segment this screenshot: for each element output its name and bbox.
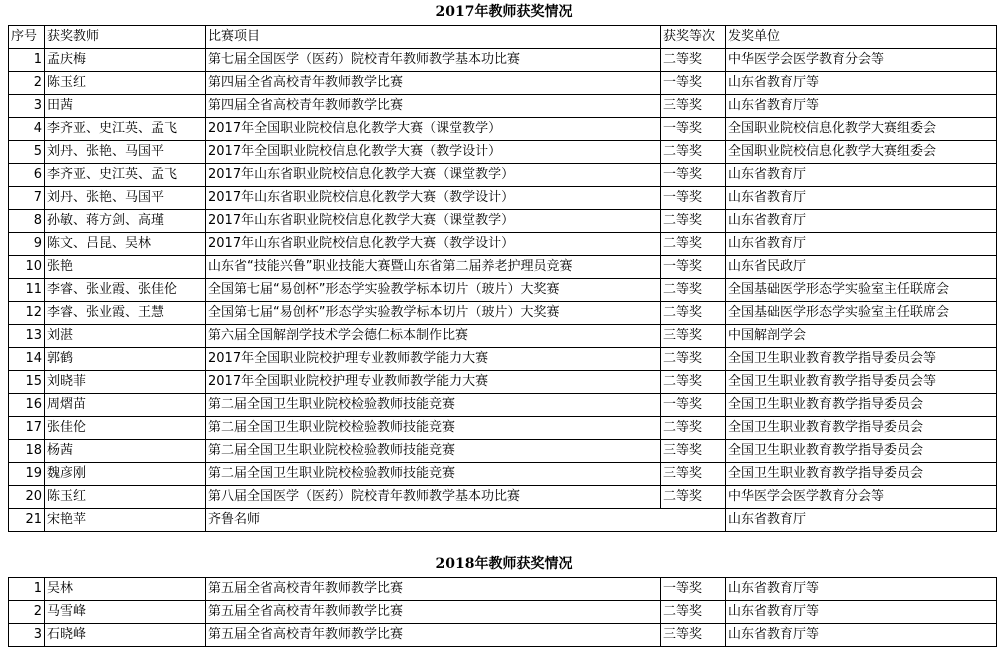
- cell-awarding-org: 山东省教育厅: [726, 210, 997, 233]
- cell-competition: 第六届全国解剖学技术学会德仁标本制作比赛: [206, 325, 661, 348]
- table-row: [9, 95, 997, 118]
- cell-award-level: 二等奖: [661, 417, 726, 440]
- cell-teacher: 张佳伦: [45, 417, 206, 440]
- cell-award-level: 二等奖: [661, 302, 726, 325]
- cell-competition: 2017年全国职业院校信息化教学大赛（课堂教学）: [206, 118, 661, 141]
- cell-awarding-org: 山东省教育厅: [726, 509, 997, 532]
- cell-awarding-org: 山东省教育厅等: [726, 601, 997, 624]
- cell-awarding-org: 山东省教育厅: [726, 187, 997, 210]
- cell-awarding-org: 山东省民政厅: [726, 256, 997, 279]
- cell-number: 13: [9, 325, 45, 348]
- cell-number: 18: [9, 440, 45, 463]
- cell-number: 12: [9, 302, 45, 325]
- cell-teacher: 刘丹、张艳、马国平: [45, 141, 206, 164]
- cell-award-level: 二等奖: [661, 279, 726, 302]
- table-row: [9, 164, 997, 187]
- cell-competition: 第七届全国医学（医药）院校青年教师教学基本功比赛: [206, 49, 661, 72]
- cell-number: 1: [9, 578, 45, 601]
- cell-number: 9: [9, 233, 45, 256]
- awards-table-2017: [8, 25, 997, 532]
- cell-competition: 2017年全国职业院校信息化教学大赛（教学设计）: [206, 141, 661, 164]
- cell-competition: 第五届全省高校青年教师教学比赛: [206, 601, 661, 624]
- cell-number: 3: [9, 624, 45, 647]
- header-number: 序号: [9, 26, 45, 49]
- cell-award-level: 二等奖: [661, 348, 726, 371]
- cell-teacher: 李睿、张业霞、张佳伦: [45, 279, 206, 302]
- cell-number: 2: [9, 72, 45, 95]
- cell-competition: 第二届全国卫生职业院校检验教师技能竞赛: [206, 394, 661, 417]
- cell-awarding-org: 山东省教育厅等: [726, 624, 997, 647]
- section-title-2018: 2018年教师获奖情况: [435, 556, 573, 572]
- cell-teacher: 刘丹、张艳、马国平: [45, 187, 206, 210]
- cell-teacher: 刘晓菲: [45, 371, 206, 394]
- cell-competition: 2017年山东省职业院校信息化教学大赛（教学设计）: [206, 233, 661, 256]
- cell-awarding-org: 山东省教育厅: [726, 233, 997, 256]
- cell-awarding-org: 山东省教育厅: [726, 164, 997, 187]
- cell-competition: 2017年山东省职业院校信息化教学大赛（教学设计）: [206, 187, 661, 210]
- cell-competition: 第四届全省高校青年教师教学比赛: [206, 72, 661, 95]
- cell-competition: 第五届全省高校青年教师教学比赛: [206, 578, 661, 601]
- cell-teacher: 刘湛: [45, 325, 206, 348]
- cell-teacher: 李睿、张业霞、王慧: [45, 302, 206, 325]
- table-row: [9, 601, 997, 624]
- cell-award-level: 二等奖: [661, 601, 726, 624]
- cell-award-level: 一等奖: [661, 72, 726, 95]
- cell-teacher: 杨茜: [45, 440, 206, 463]
- cell-award-level: 二等奖: [661, 486, 726, 509]
- cell-teacher: 孙敏、蒋方剑、高瑾: [45, 210, 206, 233]
- table-row: [9, 624, 997, 647]
- cell-teacher: 魏彦刚: [45, 463, 206, 486]
- cell-competition: 第二届全国卫生职业院校检验教师技能竞赛: [206, 440, 661, 463]
- table-row: [9, 256, 997, 279]
- cell-award-level: 二等奖: [661, 371, 726, 394]
- header-awarding-org: 发奖单位: [726, 26, 997, 49]
- cell-teacher: 吴林: [45, 578, 206, 601]
- cell-award-level: 二等奖: [661, 141, 726, 164]
- awards-table-2018: [8, 577, 997, 647]
- cell-teacher: 石晓峰: [45, 624, 206, 647]
- cell-award-level: 一等奖: [661, 256, 726, 279]
- table-row: [9, 325, 997, 348]
- cell-awarding-org: 全国职业院校信息化教学大赛组委会: [726, 141, 997, 164]
- cell-number: 3: [9, 95, 45, 118]
- table-header-row: [9, 26, 997, 49]
- table-row: [9, 210, 997, 233]
- cell-competition: 第二届全国卫生职业院校检验教师技能竞赛: [206, 417, 661, 440]
- cell-teacher: 陈文、吕昆、吴林: [45, 233, 206, 256]
- cell-awarding-org: 全国卫生职业教育教学指导委员会: [726, 440, 997, 463]
- cell-teacher: 周熠苗: [45, 394, 206, 417]
- header-teacher: 获奖教师: [45, 26, 206, 49]
- cell-awarding-org: 中国解剖学会: [726, 325, 997, 348]
- cell-number: 5: [9, 141, 45, 164]
- cell-teacher: 张艳: [45, 256, 206, 279]
- cell-teacher: 郭鹤: [45, 348, 206, 371]
- cell-number: 20: [9, 486, 45, 509]
- cell-number: 8: [9, 210, 45, 233]
- table-row: [9, 463, 997, 486]
- cell-competition: 全国第七届“易创杯”形态学实验教学标本切片（玻片）大奖赛: [206, 302, 661, 325]
- cell-competition: 第八届全国医学（医药）院校青年教师教学基本功比赛: [206, 486, 661, 509]
- table-row: [9, 233, 997, 256]
- cell-awarding-org: 全国职业院校信息化教学大赛组委会: [726, 118, 997, 141]
- cell-competition: 山东省“技能兴鲁”职业技能大赛暨山东省第二届养老护理员竞赛: [206, 256, 661, 279]
- cell-awarding-org: 全国卫生职业教育教学指导委员会等: [726, 371, 997, 394]
- cell-number: 10: [9, 256, 45, 279]
- cell-competition: 2017年全国职业院校护理专业教师教学能力大赛: [206, 371, 661, 394]
- cell-competition: 全国第七届“易创杯”形态学实验教学标本切片（玻片）大奖赛: [206, 279, 661, 302]
- cell-award-level: 二等奖: [661, 49, 726, 72]
- cell-number: 15: [9, 371, 45, 394]
- cell-award-level: 一等奖: [661, 118, 726, 141]
- cell-awarding-org: 全国卫生职业教育教学指导委员会: [726, 463, 997, 486]
- table-row: [9, 509, 997, 532]
- cell-award-level: 一等奖: [661, 164, 726, 187]
- cell-awarding-org: 中华医学会医学教育分会等: [726, 49, 997, 72]
- cell-teacher: 田茜: [45, 95, 206, 118]
- table-row: [9, 72, 997, 95]
- cell-competition: 2017年山东省职业院校信息化教学大赛（课堂教学）: [206, 164, 661, 187]
- cell-award-level: 三等奖: [661, 624, 726, 647]
- table-row: [9, 578, 997, 601]
- cell-award-level: 三等奖: [661, 95, 726, 118]
- cell-number: 11: [9, 279, 45, 302]
- cell-awarding-org: 全国卫生职业教育教学指导委员会: [726, 417, 997, 440]
- cell-competition: 第二届全国卫生职业院校检验教师技能竞赛: [206, 463, 661, 486]
- cell-competition: 2017年全国职业院校护理专业教师教学能力大赛: [206, 348, 661, 371]
- cell-number: 2: [9, 601, 45, 624]
- cell-number: 17: [9, 417, 45, 440]
- cell-teacher: 马雪峰: [45, 601, 206, 624]
- cell-number: 19: [9, 463, 45, 486]
- table-row: [9, 486, 997, 509]
- table-row: [9, 394, 997, 417]
- cell-awarding-org: 山东省教育厅等: [726, 72, 997, 95]
- cell-teacher: 李齐亚、史江英、孟飞: [45, 164, 206, 187]
- cell-number: 14: [9, 348, 45, 371]
- cell-number: 7: [9, 187, 45, 210]
- cell-teacher: 宋艳苹: [45, 509, 206, 532]
- table-row: [9, 279, 997, 302]
- cell-awarding-org: 山东省教育厅等: [726, 578, 997, 601]
- cell-number: 16: [9, 394, 45, 417]
- cell-teacher: 陈玉红: [45, 486, 206, 509]
- cell-number: 21: [9, 509, 45, 532]
- cell-award-level: 一等奖: [661, 578, 726, 601]
- table-row: [9, 371, 997, 394]
- cell-awarding-org: 全国基础医学形态学实验室主任联席会: [726, 279, 997, 302]
- cell-teacher: 陈玉红: [45, 72, 206, 95]
- table-row: [9, 118, 997, 141]
- cell-award-level: 二等奖: [661, 233, 726, 256]
- cell-awarding-org: 全国卫生职业教育教学指导委员会等: [726, 348, 997, 371]
- cell-awarding-org: 中华医学会医学教育分会等: [726, 486, 997, 509]
- section-title-2017: 2017年教师获奖情况: [435, 4, 573, 20]
- cell-award-level: 二等奖: [661, 210, 726, 233]
- cell-number: 6: [9, 164, 45, 187]
- table-row: [9, 187, 997, 210]
- table-row: [9, 49, 997, 72]
- cell-teacher: 李齐亚、史江英、孟飞: [45, 118, 206, 141]
- table-row: [9, 141, 997, 164]
- cell-competition: 第五届全省高校青年教师教学比赛: [206, 624, 661, 647]
- header-award-level: 获奖等次: [661, 26, 726, 49]
- cell-competition: 齐鲁名师: [206, 509, 726, 532]
- cell-competition: 2017年山东省职业院校信息化教学大赛（课堂教学）: [206, 210, 661, 233]
- cell-competition: 第四届全省高校青年教师教学比赛: [206, 95, 661, 118]
- cell-award-level: 一等奖: [661, 394, 726, 417]
- table-row: [9, 348, 997, 371]
- cell-number: 1: [9, 49, 45, 72]
- cell-awarding-org: 山东省教育厅等: [726, 95, 997, 118]
- header-competition: 比赛项目: [206, 26, 661, 49]
- cell-award-level: 一等奖: [661, 187, 726, 210]
- cell-teacher: 孟庆梅: [45, 49, 206, 72]
- cell-number: 4: [9, 118, 45, 141]
- table-row: [9, 417, 997, 440]
- cell-awarding-org: 全国基础医学形态学实验室主任联席会: [726, 302, 997, 325]
- cell-award-level: 三等奖: [661, 325, 726, 348]
- table-row: [9, 440, 997, 463]
- cell-award-level: 三等奖: [661, 440, 726, 463]
- cell-award-level: 三等奖: [661, 463, 726, 486]
- table-row: [9, 302, 997, 325]
- cell-awarding-org: 全国卫生职业教育教学指导委员会: [726, 394, 997, 417]
